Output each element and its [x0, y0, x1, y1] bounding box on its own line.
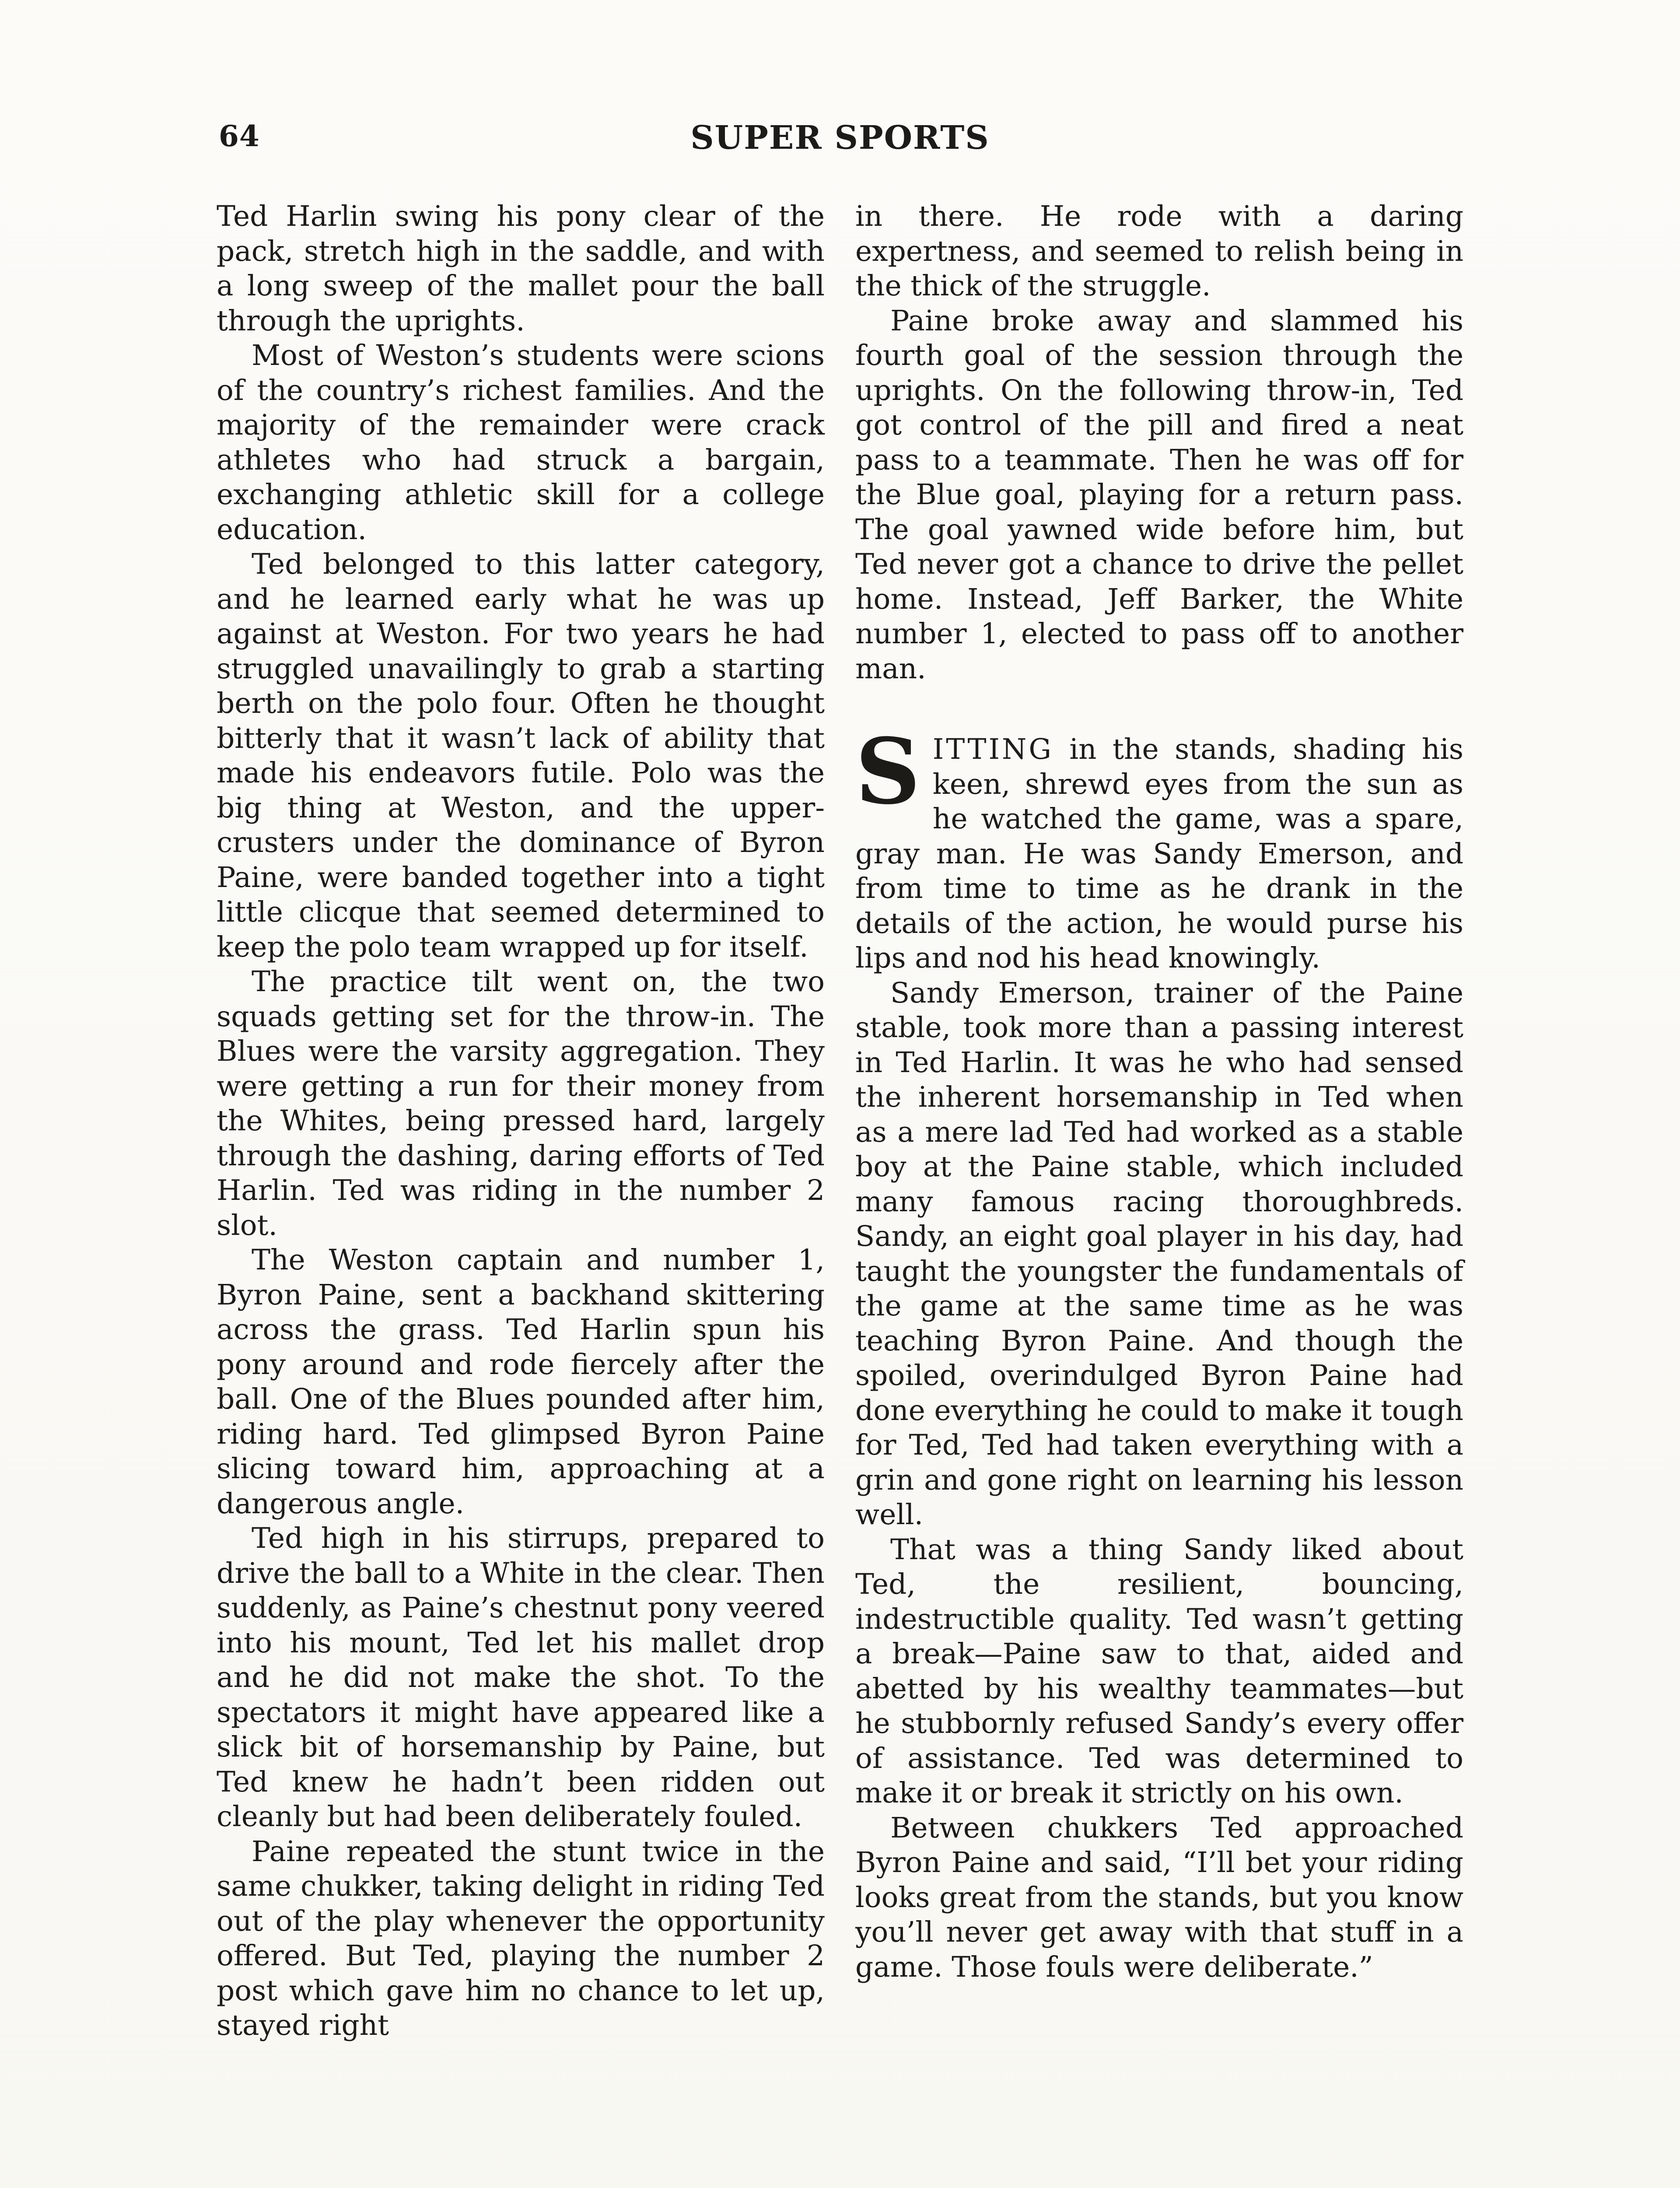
left-paragraph-2: Most of Weston’s students were scions of the country’s richest families. And the majority of the remainder were crack athletes who had struck a bargain, exchanging athletic skill for a college education.: [217, 339, 825, 546]
right-paragraph-5: Between chukkers Ted approached Byron Paine and said, “I’ll bet your riding looks great from the stands, but you know you’ll never get away with that stuff in a game. Those fouls were deliberate.”: [855, 1811, 1463, 1984]
left-paragraph-5: The Weston captain and number 1, Byron Paine, sent a backhand skittering across the grass. Ted Harlin spun his pony around and rode fiercely after the ball. One of the Blues pounded after him, riding hard. Ted glimpsed Byron Paine slicing toward him, approaching at a dangerous angle.: [217, 1244, 825, 1520]
left-paragraph-6: Ted high in his stirrups, prepared to drive the ball to a White in the clear. Then suddenly, as Paine’s chestnut pony veered into his mount, Ted let his mallet drop and he did not make the shot. To the spectators it might have appeared like a slick bit of horsemanship by Paine, but Ted knew he hadn’t been ridden out cleanly but had been deliberately fouled.: [217, 1522, 825, 1833]
section-opening-small-caps: ITTING: [932, 733, 1054, 766]
left-paragraph-1: Ted Harlin swing his pony clear of the pack, stretch high in the saddle, and with a long sweep of the mallet pour the ball through the uprights.: [217, 200, 825, 337]
right-paragraph-3: Sandy Emerson, trainer of the Paine stable, took more than a passing interest in Ted Harlin. It was he who had sensed the inherent horsemanship in Ted when as a mere lad Ted had worked as a stable boy at the Paine stable, which included many famous racing thoroughbreds. Sandy, an eight goal player in his day, had taught the youngster the fundamentals of the game at the same time as he was teaching Byron Paine. And though the spoiled, overindulged Byron Paine had done everything he could to make it tough for Ted, Ted had taken everything with a grin and gone right on learning his lesson well.: [855, 976, 1463, 1531]
page-number: 64: [219, 119, 260, 153]
section-opening: [855, 719, 1463, 976]
drop-cap-letter: S: [855, 719, 920, 824]
left-paragraph-3: Ted belonged to this latter category, and he learned early what he was up against at Weston. For two years he had struggled unavailingly to grab a starting berth on the polo four. Often he thought bitterly that it wasn’t lack of ability that made his endeavors futile. Polo was the big thing at Weston, and the upper-crusters under the dominance of Byron Paine, were banded together into a tight little clicque that seemed determined to keep the polo team wrapped up for itself.: [217, 548, 825, 964]
left-text-column: [217, 199, 825, 2043]
right-paragraph-1: in there. He rode with a daring expertness, and seemed to relish being in the thick of the struggle.: [855, 200, 1463, 302]
right-paragraph-4: That was a thing Sandy liked about Ted, the resilient, bouncing, indestructible quality. Ted wasn’t getting a break—Paine saw to that, aided and abetted by his wealthy teammates—but he stubbornly refused Sandy’s every offer of assistance. Ted was determined to make it or break it strictly on his own.: [855, 1533, 1463, 1809]
section-break: [855, 686, 1463, 732]
section-opening-paragraph: [855, 719, 1463, 976]
left-paragraph-4: The practice tilt went on, the two squads getting set for the throw-in. The Blues were the varsity aggregation. They were getting a run for their money from the Whites, being pressed hard, largely through the dashing, daring efforts of Ted Harlin. Ted was riding in the number 2 slot.: [217, 965, 825, 1242]
right-text-column: [855, 199, 1463, 1985]
left-paragraph-7: Paine repeated the stunt twice in the same chukker, taking delight in riding Ted out of the play whenever the opportunity offered. But Ted, playing the number 2 post which gave him no chance to let up, stayed right: [217, 1835, 825, 2042]
right-paragraph-2: Paine broke away and slammed his fourth goal of the session through the uprights. On the following throw-in, Ted got control of the pill and fired a neat pass to a teammate. Then he was off for the Blue goal, playing for a return pass. The goal yawned wide before him, but Ted never got a chance to drive the pellet home. Instead, Jeff Barker, the White number 1, elected to pass off to another man.: [855, 304, 1463, 685]
section-opening-rest: in the stands, shading his keen, shrewd eyes from the sun as he watched the game, was a spare, gray man. He was Sandy Emerson, and from time to time as he drank in the details of the action, he would purse his lips and nod his head knowingly.: [855, 733, 1463, 975]
running-head-title: SUPER SPORTS: [690, 119, 990, 157]
